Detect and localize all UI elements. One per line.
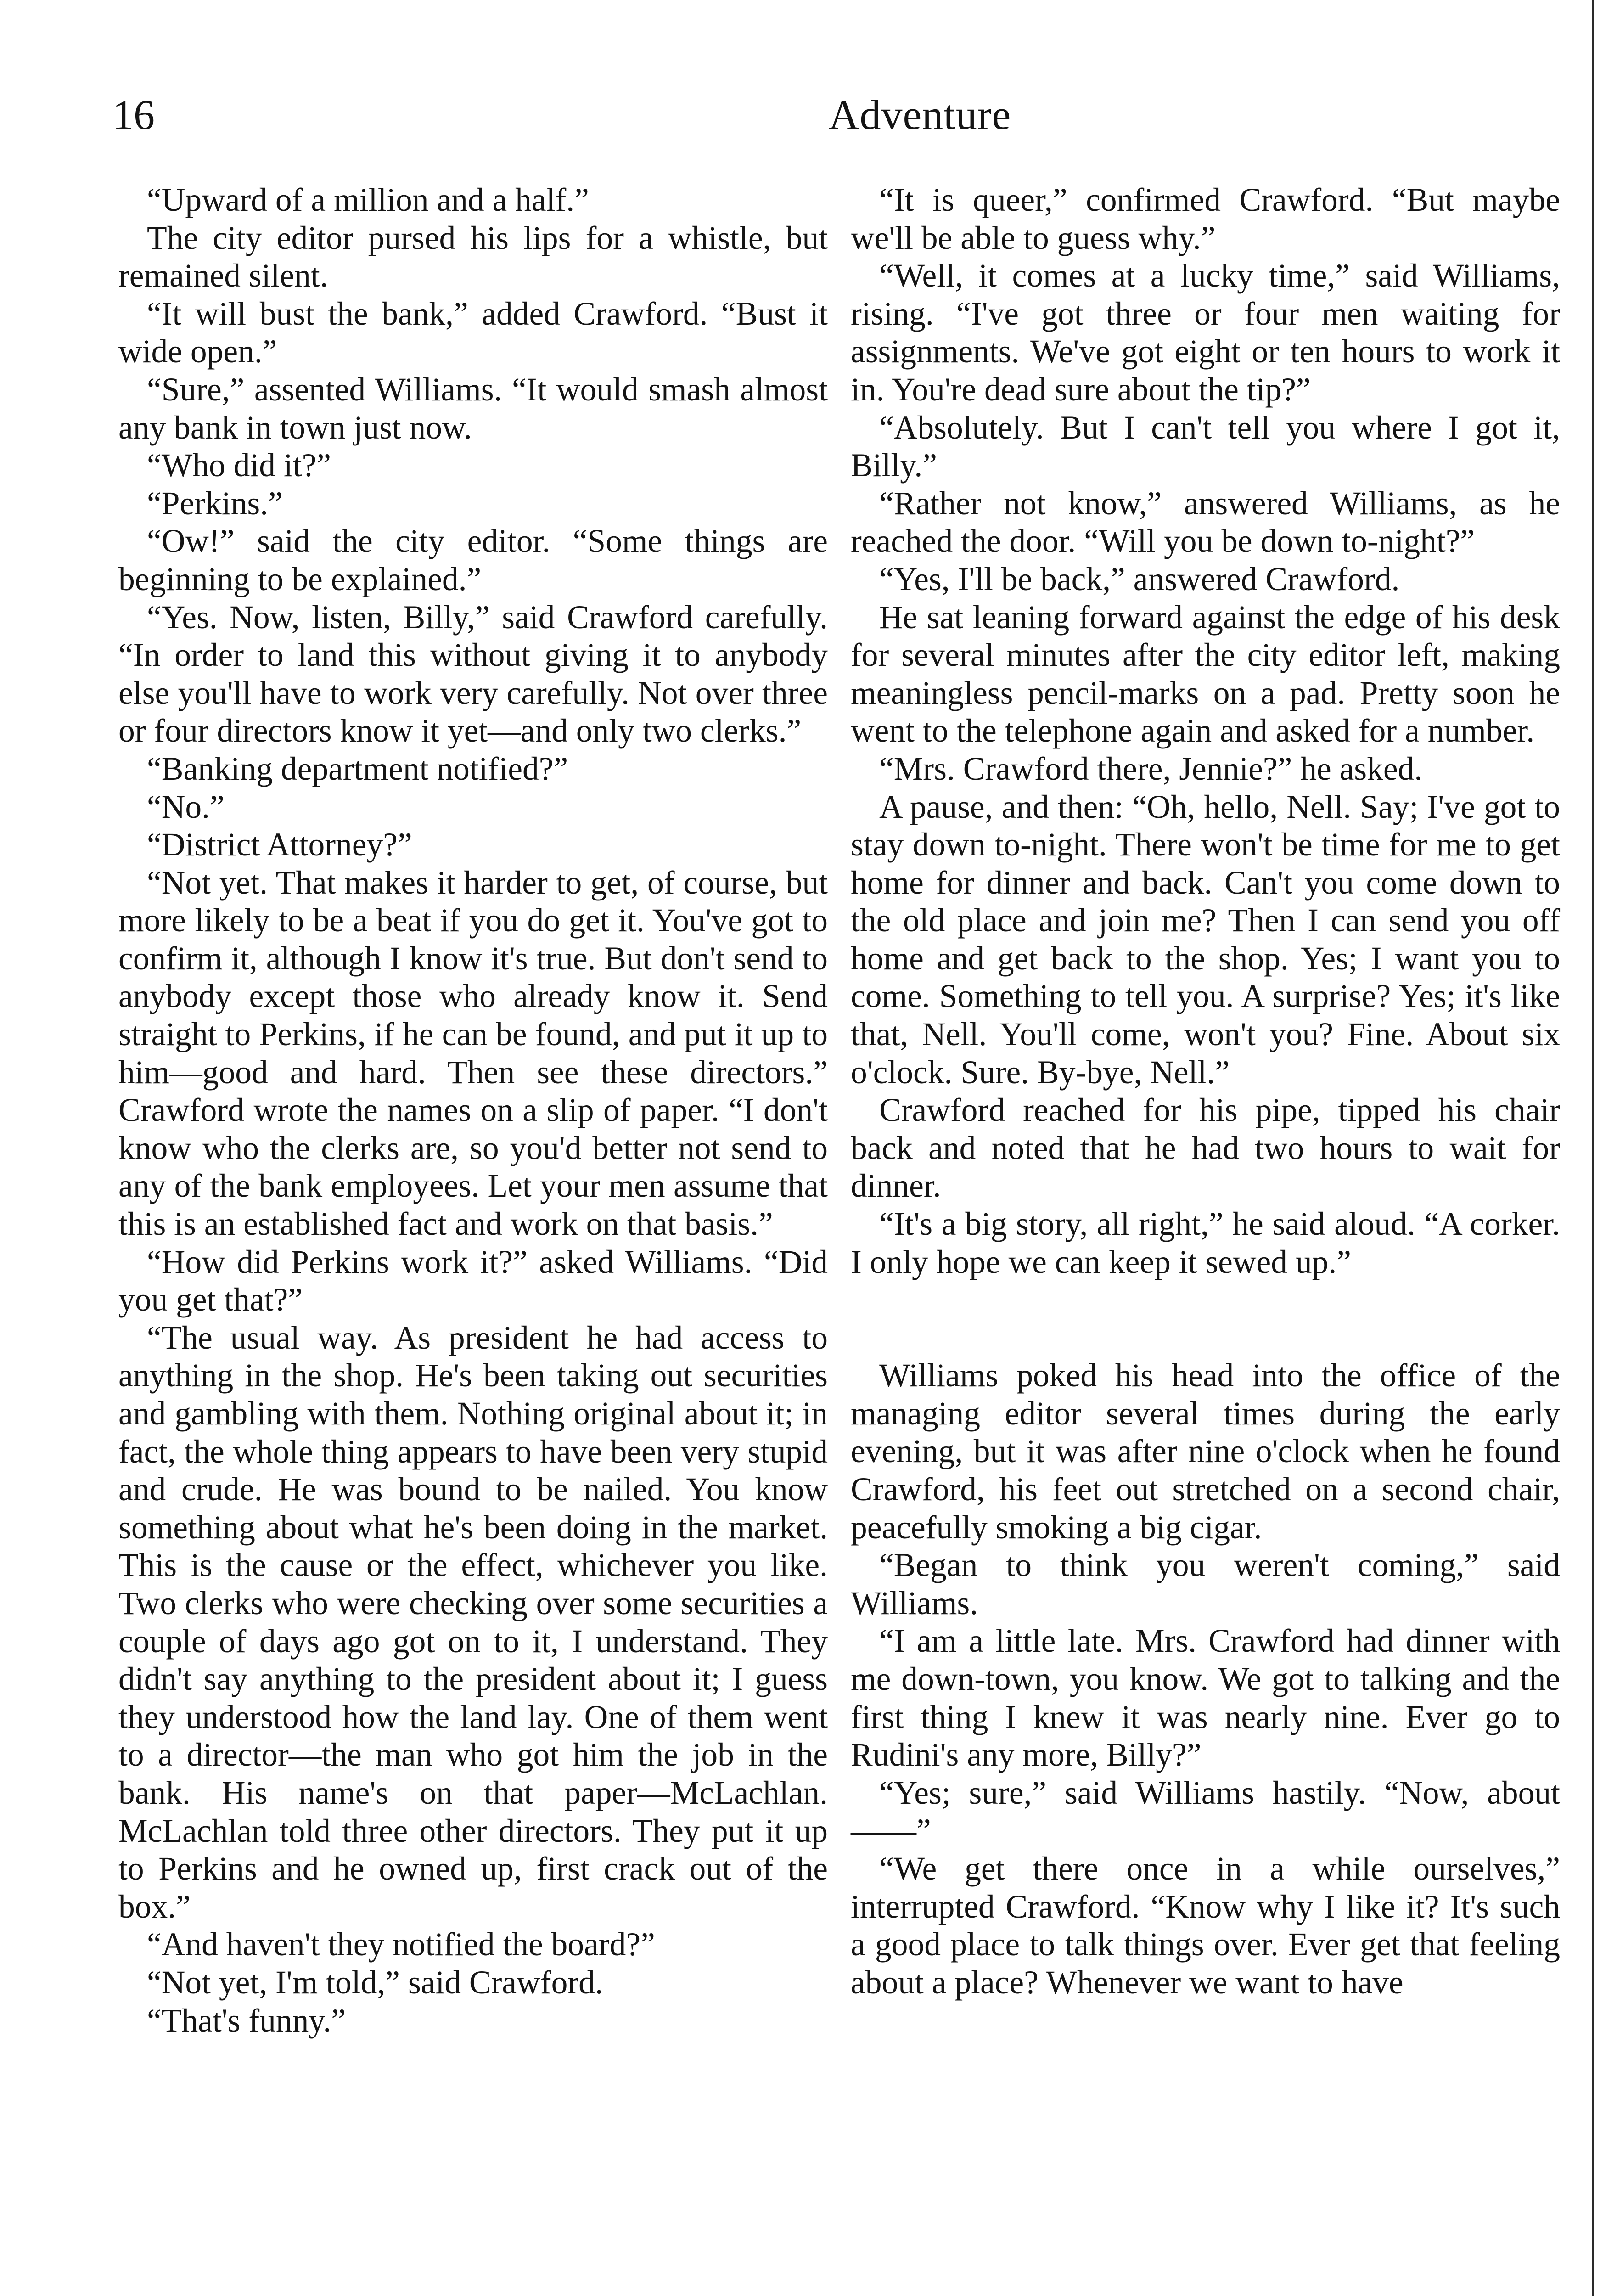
left-column bbox=[118, 181, 828, 2040]
paragraph: “It will bust the bank,” added Crawford. “Bust it wide open.” bbox=[118, 295, 828, 370]
paragraph: “Absolutely. But I can't tell you where I got it, Billy.” bbox=[851, 409, 1560, 484]
section-break bbox=[851, 1281, 1560, 1357]
paragraph: “Began to think you weren't coming,” said Williams. bbox=[851, 1547, 1560, 1621]
paragraph: He sat leaning forward against the edge of his desk for several minutes after the city editor left, making meaningless pencil-marks on a pad. Pretty soon he went to the telephone again and asked for a number. bbox=[851, 599, 1560, 749]
running-title: Adventure bbox=[829, 91, 1011, 138]
paragraph: Williams poked his head into the office of the managing editor several times during the early evening, but it was after nine o'clock when he found Crawford, his feet out stretched on a second chair, peacefully smoking a big cigar. bbox=[851, 1357, 1560, 1546]
page-number: 16 bbox=[112, 91, 155, 138]
paragraph: “No.” bbox=[147, 788, 225, 825]
paragraph: “Not yet, I'm told,” said Crawford. bbox=[147, 1964, 603, 2001]
paragraph: “Ow!” said the city editor. “Some things are beginning to be explained.” bbox=[118, 523, 828, 597]
paragraph: The city editor pursed his lips for a whistle, but remained silent. bbox=[118, 219, 828, 294]
paragraph: “Mrs. Crawford there, Jennie?” he asked. bbox=[879, 750, 1423, 787]
paragraph: “It is queer,” confirmed Crawford. “But maybe we'll be able to guess why.” bbox=[851, 182, 1560, 256]
paragraph: “Yes; sure,” said Williams hastily. “Now, about——” bbox=[851, 1774, 1560, 1849]
paragraph: “Perkins.” bbox=[147, 485, 283, 522]
paragraph: “Upward of a million and a half.” bbox=[147, 182, 589, 218]
paragraph: “That's funny.” bbox=[147, 2002, 346, 2039]
paragraph: “I am a little late. Mrs. Crawford had dinner with me down-town, you know. We got to talking and the first thing I knew it was nearly nine. Ever go to Rudini's any more, Billy?” bbox=[851, 1623, 1560, 1773]
paragraph: “It's a big story, all right,” he said aloud. “A corker. I only hope we can keep it sewed up.” bbox=[851, 1206, 1560, 1280]
right-column bbox=[851, 181, 1560, 2002]
paragraph: “District Attorney?” bbox=[147, 827, 412, 863]
paragraph: “Sure,” assented Williams. “It would smash almost any bank in town just now. bbox=[118, 371, 828, 446]
paragraph: “Who did it?” bbox=[147, 447, 331, 484]
paragraph: Crawford reached for his pipe, tipped his chair back and noted that he had two hours to wait for dinner. bbox=[851, 1092, 1560, 1204]
paragraph: “Well, it comes at a lucky time,” said Williams, rising. “I've got three or four men waiting for assignments. We've got eight or ten hours to work it in. You're dead sure about the tip?” bbox=[851, 258, 1560, 408]
paragraph: “And haven't they notified the board?” bbox=[147, 1926, 655, 1963]
paragraph: “Banking department notified?” bbox=[147, 750, 568, 787]
page-edge-rule bbox=[1592, 0, 1594, 2296]
paragraph: “Yes. Now, listen, Billy,” said Crawford carefully. “In order to land this without giving it to anybody else you'll have to work very carefully. Not over three or four directors know it yet—and only two clerks.” bbox=[118, 599, 828, 749]
paragraph: “The usual way. As president he had access to anything in the shop. He's been taking out securities and gambling with them. Nothing original about it; in fact, the whole thing appears to have been very stupid and crude. He was bound to be nailed. You know something about what he's been doing in the market. This is the cause or the effect, whichever you like. Two clerks who were checking over some securities a couple of days ago got on to it, I understand. They didn't say anything to the president about it; I guess they understood how the land lay. One of them went to a director—the man who got him the job in the bank. His name's on that paper—McLachlan. McLachlan told three other directors. They put it up to Perkins and he owned up, first crack out of the box.” bbox=[118, 1319, 828, 1925]
paragraph: “Rather not know,” answered Williams, as he reached the door. “Will you be down to-night?” bbox=[851, 485, 1560, 560]
paragraph: “How did Perkins work it?” asked Williams. “Did you get that?” bbox=[118, 1244, 828, 1318]
page-header bbox=[112, 90, 1572, 149]
paragraph: A pause, and then: “Oh, hello, Nell. Say; I've got to stay down to-night. There won't be time for me to get home for dinner and back. Can't you come down to the old place and join me? Then I can send you off home and get back to the shop. Yes; I want you to come. Something to tell you. A surprise? Yes; it's like that, Nell. You'll come, won't you? Fine. About six o'clock. Sure. By-bye, Nell.” bbox=[851, 788, 1560, 1091]
paragraph: “We get there once in a while ourselves,” interrupted Crawford. “Know why I like it? It's such a good place to talk things over. Ever get that feeling about a place? Whenever we want to have bbox=[851, 1850, 1560, 2001]
paragraph: “Not yet. That makes it harder to get, of course, but more likely to be a beat if you do get it. You've got to confirm it, although I know it's true. But don't send to anybody except those who already know it. Send straight to Perkins, if he can be found, and put it up to him—good and hard. Then see these directors.” Crawford wrote the names on a slip of paper. “I don't know who the clerks are, so you'd better not send to any of the bank employees. Let your men assume that this is an established fact and work on that basis.” bbox=[118, 864, 828, 1243]
paragraph: “Yes, I'll be back,” answered Crawford. bbox=[879, 561, 1400, 597]
